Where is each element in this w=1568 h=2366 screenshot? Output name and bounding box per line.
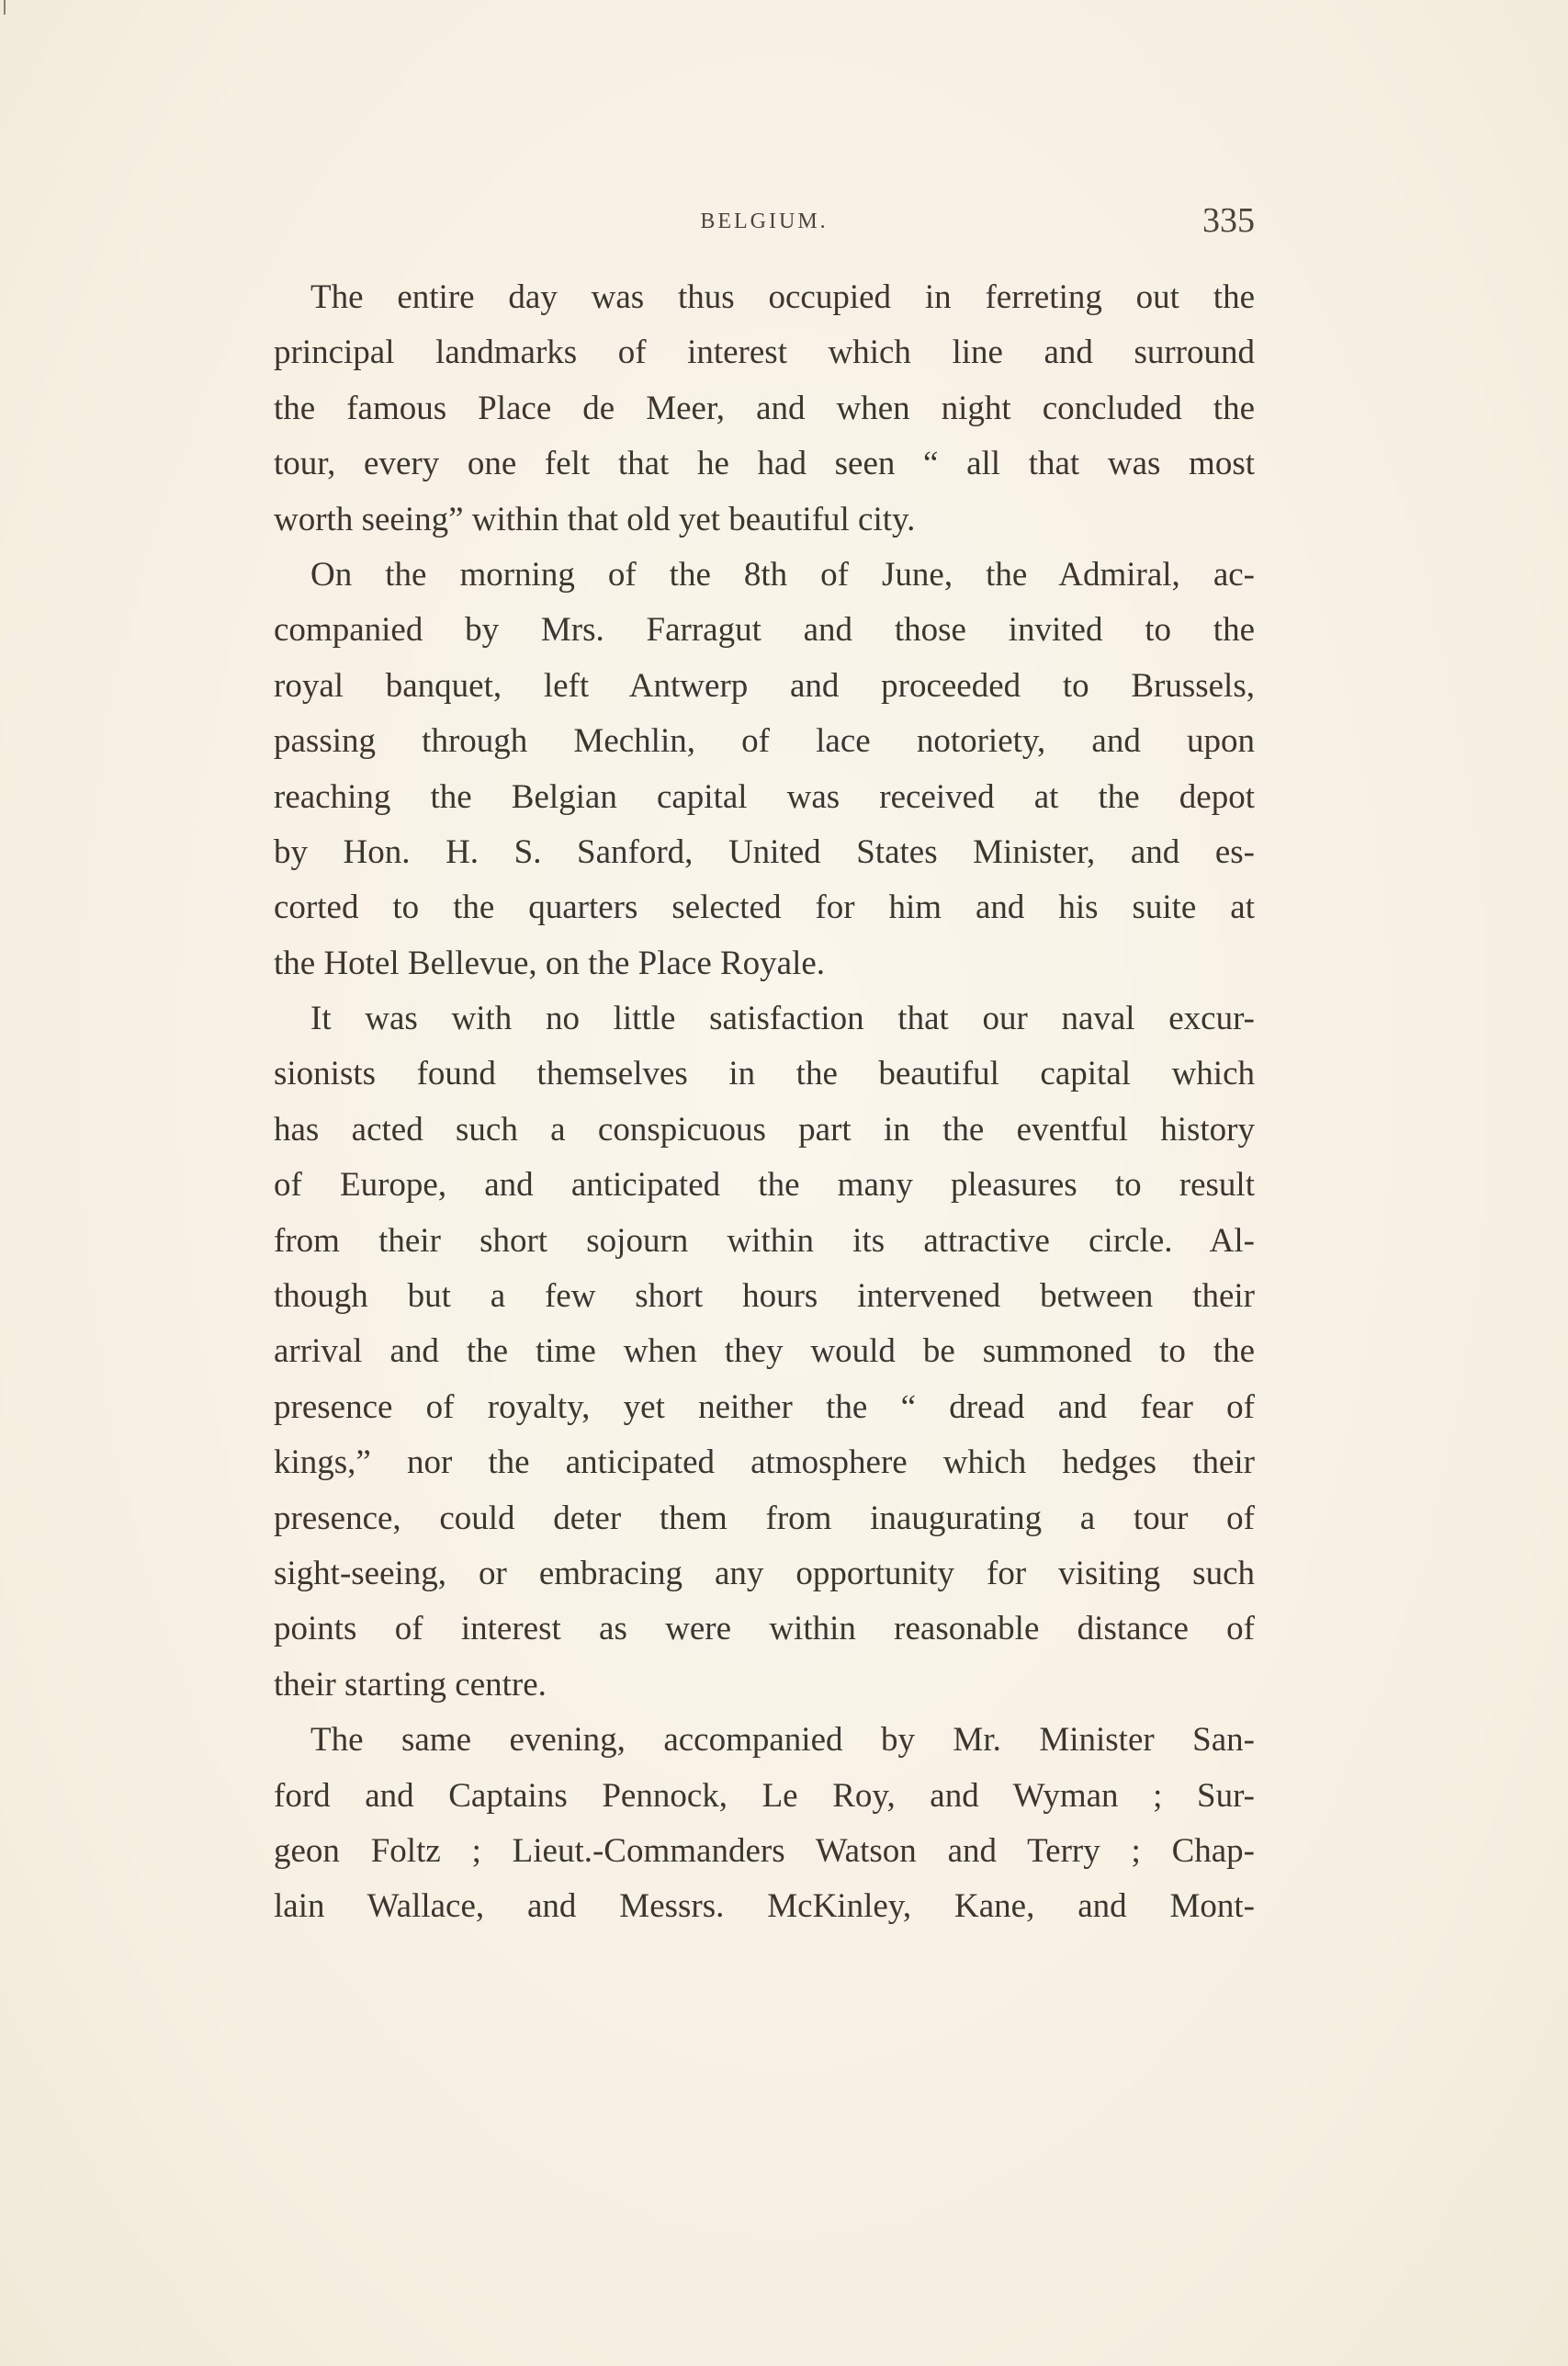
- text-line: of Europe, and anticipated the many pleasures to result: [274, 1166, 1255, 1205]
- text-line: has acted such a conspicuous part in the eventful history: [274, 1110, 1255, 1149]
- running-head: [274, 200, 1255, 246]
- text-line: points of interest as were within reasonable distance of: [274, 1610, 1255, 1648]
- text-line: geon Foltz ; Lieut.-Commanders Watson and Terry ; Chap-: [274, 1831, 1255, 1870]
- text-line: royal banquet, left Antwerp and proceeded to Brussels,: [274, 666, 1255, 705]
- text-line: companied by Mrs. Farragut and those invited to the: [274, 611, 1255, 650]
- text-line: the Hotel Bellevue, on the Place Royale.: [274, 944, 826, 982]
- text-line: passing through Mechlin, of lace notoriety, and upon: [274, 722, 1255, 761]
- text-line: sionists found themselves in the beautiful capital which: [274, 1055, 1255, 1093]
- running-title: BELGIUM.: [700, 209, 829, 233]
- page-number: 335: [1202, 201, 1255, 240]
- text-line: kings,” nor the anticipated atmosphere which hedges their: [274, 1443, 1255, 1482]
- text-line: arrival and the time when they would be summoned to the: [274, 1332, 1255, 1371]
- edge-mark: [4, 0, 6, 15]
- text-line: their starting centre.: [274, 1665, 547, 1704]
- text-line: principal landmarks of interest which line and surround: [274, 334, 1255, 372]
- text-line: lain Wallace, and Messrs. McKinley, Kane, and Mont-: [274, 1887, 1255, 1926]
- text-line: corted to the quarters selected for him and his suite at: [274, 889, 1255, 927]
- text-line: The same evening, accompanied by Mr. Minister San-: [310, 1721, 1255, 1760]
- text-line: It was with no little satisfaction that our naval excur-: [310, 1000, 1255, 1038]
- text-line: worth seeing” within that old yet beautiful city.: [274, 500, 916, 538]
- body-text: [274, 270, 1255, 1935]
- text-line: from their short sojourn within its attractive circle. Al-: [274, 1221, 1255, 1260]
- text-line: reaching the Belgian capital was received at the depot: [274, 777, 1255, 816]
- text-line: the famous Place de Meer, and when night concluded the: [274, 389, 1255, 427]
- text-line: presence of royalty, yet neither the “ dread and fear of: [274, 1387, 1255, 1426]
- text-line: On the morning of the 8th of June, the Admiral, ac-: [310, 555, 1255, 594]
- text-line: sight-seeing, or embracing any opportunity for visiting such: [274, 1554, 1255, 1592]
- text-line: tour, every one felt that he had seen “ all that was most: [274, 445, 1255, 483]
- text-line: The entire day was thus occupied in ferreting out the: [310, 278, 1255, 316]
- text-line: presence, could deter them from inaugurating a tour of: [274, 1499, 1255, 1537]
- text-line: by Hon. H. S. Sanford, United States Minister, and es-: [274, 832, 1255, 871]
- text-line: ford and Captains Pennock, Le Roy, and Wyman ; Sur-: [274, 1776, 1255, 1815]
- text-line: though but a few short hours intervened between their: [274, 1277, 1255, 1316]
